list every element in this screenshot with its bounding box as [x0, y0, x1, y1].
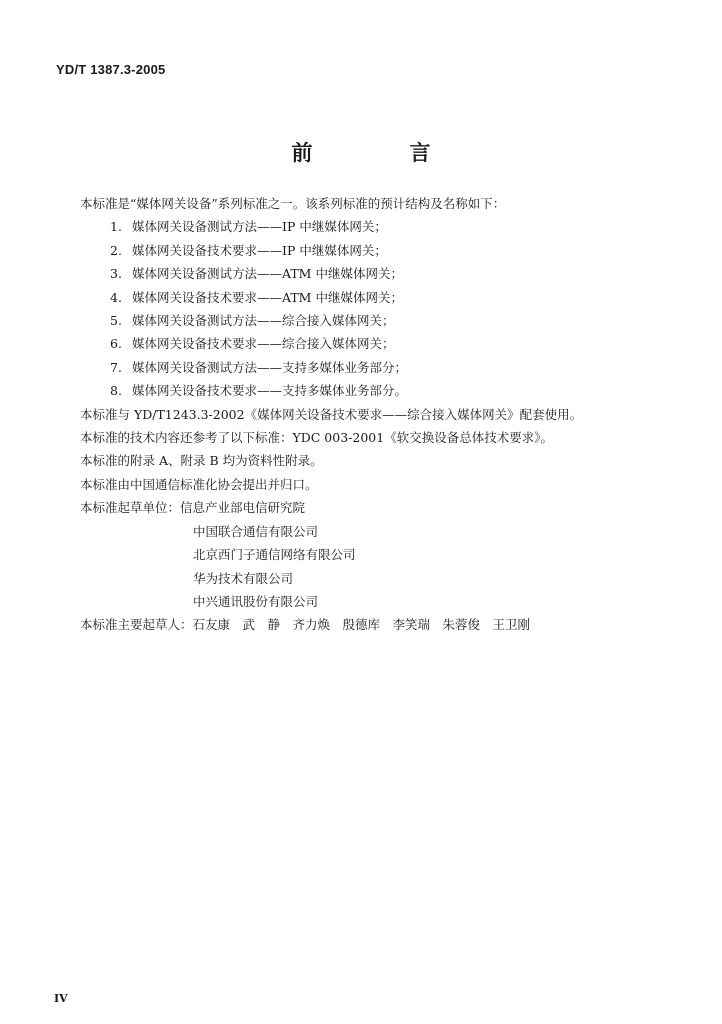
- list-item: [80, 215, 680, 238]
- list-item: [80, 332, 680, 355]
- list-item-text: 媒体网关设备技术要求——支持多媒体业务部分。: [132, 383, 408, 399]
- list-item: [80, 239, 680, 262]
- list-item: [80, 356, 680, 379]
- list-item-number: 8.: [110, 383, 122, 399]
- drafting-unit: 华为技术有限公司: [193, 570, 294, 586]
- list-item-text: 媒体网关设备测试方法——综合接入媒体网关；: [132, 313, 395, 329]
- list-item-text: 媒体网关设备技术要求——ATM 中继媒体网关；: [132, 289, 403, 305]
- list-item-number: 6.: [110, 336, 122, 352]
- list-item-number: 3.: [110, 266, 122, 282]
- page-title: 前 言: [291, 141, 469, 165]
- standard-code: YD/T 1387.3-2005: [56, 62, 166, 77]
- list-item-number: 7.: [110, 359, 122, 375]
- list-item-text: 媒体网关设备测试方法——IP 中继媒体网关；: [132, 219, 387, 235]
- drafters-paragraph: 本标准主要起草人：石友康 武 静 齐力焕 殷德库 李笑瑞 朱蓉俊 王卫刚: [80, 617, 531, 633]
- list-item: [80, 379, 680, 402]
- drafting-unit: 中兴通讯股份有限公司: [193, 593, 319, 609]
- drafting-unit: 中国联合通信有限公司: [193, 523, 319, 539]
- page-number: IV: [54, 992, 68, 1005]
- list-item-text: 媒体网关设备技术要求——IP 中继媒体网关；: [132, 242, 387, 258]
- reference-paragraph: 本标准的技术内容还参考了以下标准：YDC 003-2001《软交换设备总体技术要求》。: [80, 430, 553, 446]
- series-list: [80, 215, 680, 402]
- appendix-paragraph: 本标准的附录 A、附录 B 均为资料性附录。: [80, 453, 323, 469]
- list-item: [80, 262, 680, 285]
- used-with-paragraph: 本标准与 YD/T1243.3-2002《媒体网关设备技术要求——综合接入媒体网关》配套使用。: [80, 406, 583, 422]
- list-item-text: 媒体网关设备测试方法——支持多媒体业务部分；: [132, 359, 408, 375]
- list-item-text: 媒体网关设备技术要求——综合接入媒体网关；: [132, 336, 395, 352]
- list-item-number: 1.: [110, 219, 122, 235]
- drafting-unit: 北京西门子通信网络有限公司: [193, 547, 356, 563]
- intro-paragraph: 本标准是“媒体网关设备”系列标准之一。该系列标准的预计结构及名称如下：: [80, 196, 506, 211]
- drafting-units-paragraph: 本标准起草单位：信息产业部电信研究院: [80, 500, 306, 516]
- list-item-text: 媒体网关设备测试方法——ATM 中继媒体网关；: [132, 266, 403, 282]
- foreword-body: [80, 192, 680, 637]
- list-item-number: 2.: [110, 242, 122, 258]
- proposed-paragraph: 本标准由中国通信标准化协会提出并归口。: [80, 476, 318, 492]
- list-item: [80, 286, 680, 309]
- list-item: [80, 309, 680, 332]
- list-item-number: 4.: [110, 289, 122, 305]
- list-item-number: 5.: [110, 313, 122, 329]
